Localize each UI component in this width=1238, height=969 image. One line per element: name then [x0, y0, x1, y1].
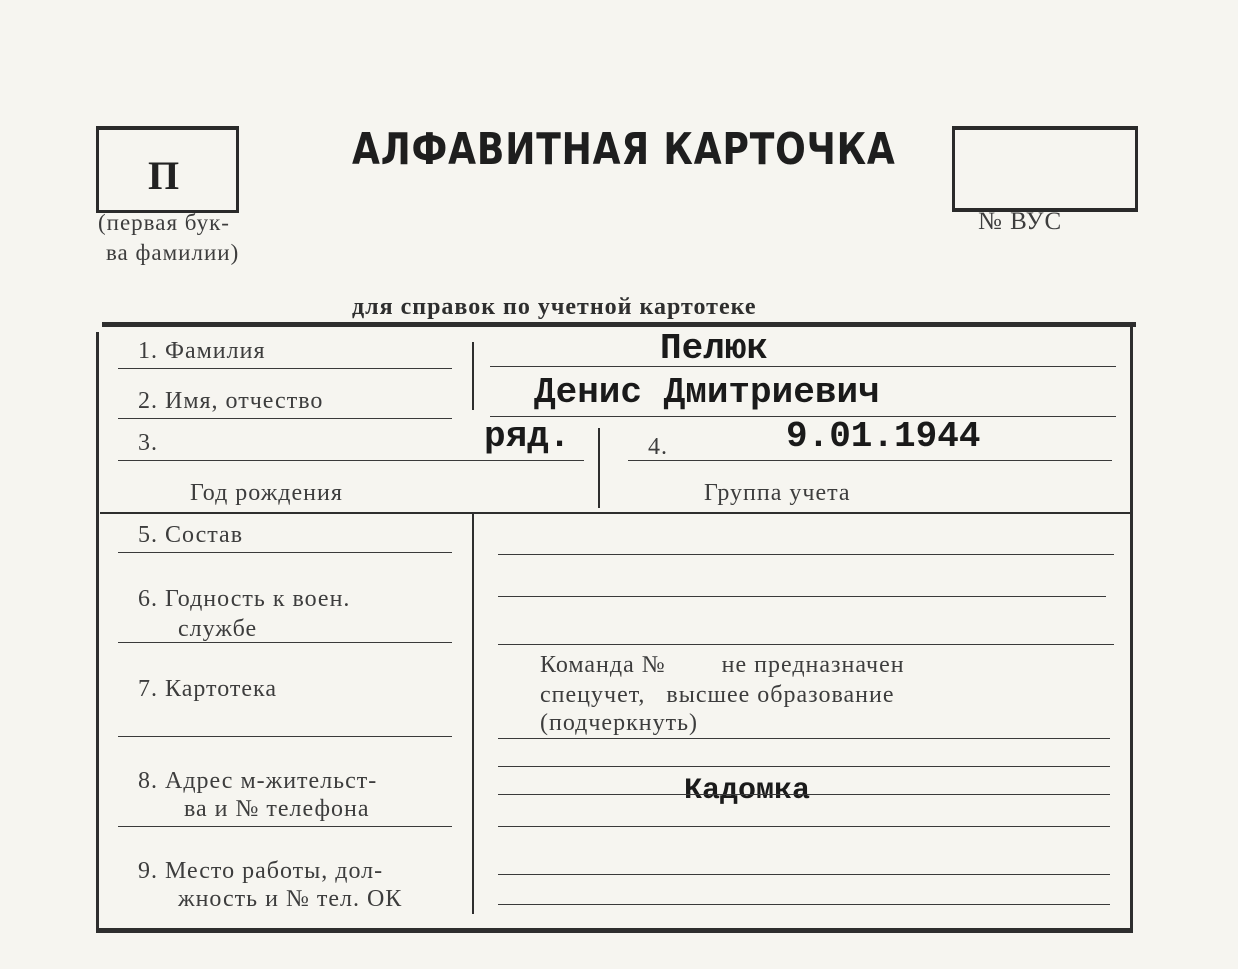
card-title: АЛФАВИТНАЯ КАРТОЧКА — [352, 124, 896, 175]
surname-label: 1. Фамилия — [138, 338, 266, 364]
address-value-underline-3 — [498, 826, 1110, 827]
fitness-underline — [118, 642, 452, 643]
address-value: Кадомка — [684, 774, 811, 808]
fitness-label: 6. Годность к воен. — [138, 586, 351, 612]
work-label-2: жность и № тел. ОК — [178, 886, 403, 912]
field-4-label: 4. — [648, 434, 668, 460]
divider-field-3-4 — [598, 428, 600, 508]
name-value: Денис Дмитриевич — [534, 372, 880, 413]
row-3-4-bottom — [100, 512, 1132, 514]
address-label-2: ва и № телефона — [184, 796, 370, 822]
surname-value-underline — [490, 366, 1116, 367]
file-underline — [118, 736, 452, 737]
fitness-value-underline-2 — [498, 644, 1114, 645]
vus-label: № ВУС — [978, 208, 1063, 235]
field-3-underline — [118, 460, 584, 461]
birth-date-value: 9.01.1944 — [786, 416, 981, 457]
card-subtitle: для справок по учетной картотеке — [352, 294, 757, 320]
first-letter-caption: (первая бук- — [98, 210, 230, 235]
birth-year-caption: Год рождения — [190, 480, 343, 506]
fitness-label-2: службе — [178, 616, 258, 642]
field-3-label: 3. — [138, 430, 158, 456]
name-underline — [118, 418, 452, 419]
group-caption: Группа учета — [704, 480, 851, 506]
file-label: 7. Картотека — [138, 676, 277, 702]
frame-top — [102, 322, 1136, 327]
frame-bottom — [96, 928, 1133, 933]
address-underline — [118, 826, 452, 827]
work-value-underline-1 — [498, 874, 1110, 875]
work-value-underline-2 — [498, 904, 1110, 905]
divider-left-column — [472, 342, 474, 410]
composition-value-underline — [498, 554, 1114, 555]
command-line-1: Команда № не предназначен — [540, 652, 905, 678]
fitness-value-underline-1 — [498, 596, 1106, 597]
address-label: 8. Адрес м-жительст- — [138, 768, 378, 794]
first-letter-value: П — [148, 153, 181, 198]
composition-label: 5. Состав — [138, 522, 244, 548]
first-letter-caption-2: ва фамилии) — [106, 240, 240, 265]
surname-underline — [118, 368, 452, 369]
field-4-underline — [628, 460, 1112, 461]
command-line-3: (подчеркнуть) — [540, 710, 699, 736]
composition-underline — [118, 552, 452, 553]
divider-left-column-lower — [472, 514, 474, 914]
surname-value: Пелюк — [660, 328, 769, 369]
address-value-underline-1 — [498, 766, 1110, 767]
rank-value: ряд. — [484, 416, 571, 457]
address-value-underline-2 — [498, 794, 1110, 795]
name-label: 2. Имя, отчество — [138, 388, 324, 414]
work-label: 9. Место работы, дол- — [138, 858, 384, 884]
frame-right — [1130, 322, 1133, 930]
command-line-2: спецучет, высшее образование — [540, 682, 895, 708]
vus-box — [952, 126, 1138, 212]
frame-left — [96, 332, 99, 930]
command-underline — [498, 738, 1110, 739]
